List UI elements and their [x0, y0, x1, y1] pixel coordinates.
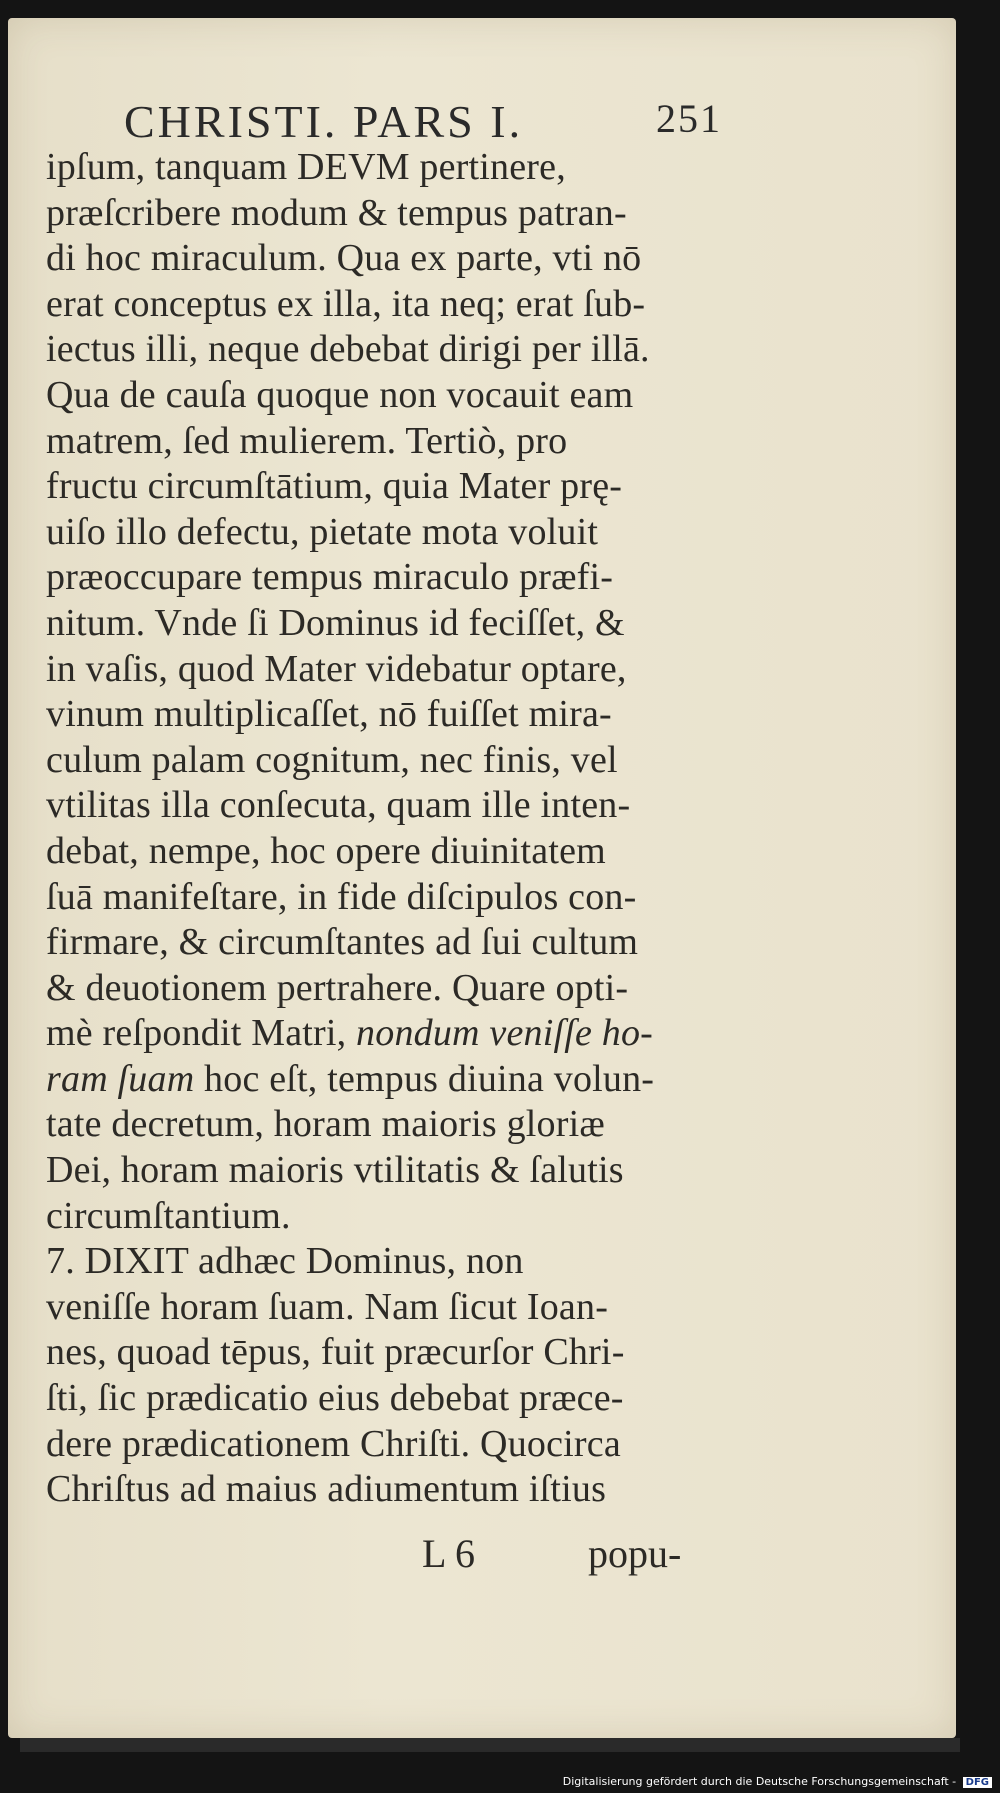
text-line-mixed	[46, 1057, 726, 1103]
credit-text: Digitalisierung gefördert durch die Deutsche Forschungsgemeinschaft -	[562, 1775, 957, 1788]
catchword: popu-	[588, 1531, 682, 1576]
text-line: Qua de cauſa quoque non vocauit eam	[46, 373, 634, 416]
text-line-mixed	[46, 1011, 726, 1057]
text-line: firmare, & circumſtantes ad ſui cultum	[46, 921, 639, 964]
page-edge	[20, 1738, 960, 1752]
running-header	[124, 95, 722, 148]
header-title: CHRISTI. PARS I.	[124, 96, 524, 147]
text-line: præoccupare tempus miraculo præfi-	[46, 556, 614, 599]
text-line: ſuā manifeſtare, in fide diſcipulos con-	[46, 875, 637, 918]
digitization-credit	[563, 1775, 992, 1788]
text-line: fructu circumſtātium, quia Mater prę-	[46, 465, 623, 508]
text-line: ſti, ſic prædicatio eius debebat præce-	[46, 1377, 624, 1420]
text-line: erat conceptus ex illa, ita neq; erat ſub-	[46, 282, 646, 325]
text-line: uiſo illo defectu, pietate mota voluit	[46, 510, 599, 553]
text-body	[46, 145, 726, 1513]
text-line: debat, nempe, hoc opere diuinitatem	[46, 829, 606, 872]
signature-mark: L 6	[422, 1531, 475, 1576]
text-line: iectus illi, neque debebat dirigi per illā.	[46, 328, 650, 371]
dfg-logo: DFG	[963, 1777, 992, 1788]
text-line: di hoc miraculum. Qua ex parte, vti nō	[46, 237, 642, 280]
text-italic: nondum veniſſe ho-	[356, 1012, 654, 1055]
text-line: vinum multiplicaſſet, nō fuiſſet mira-	[46, 693, 612, 736]
text-italic: ram ſuam	[46, 1057, 195, 1100]
text-roman: hoc eſt, tempus diuina volun-	[194, 1057, 655, 1100]
text-line: Chriſtus ad maius adiumentum iſtius	[46, 1468, 607, 1511]
text-line: matrem, ſed mulierem. Tertiò, pro	[46, 419, 568, 462]
text-line: nitum. Vnde ſi Dominus id feciſſet, &	[46, 601, 625, 644]
text-line: præſcribere modum & tempus patran-	[46, 191, 627, 234]
text-line: nes, quoad tēpus, fuit præcurſor Chri-	[46, 1331, 625, 1374]
text-line: dere prædicationem Chriſti. Quocirca	[46, 1422, 621, 1465]
text-line: & deuotionem pertrahere. Quare opti-	[46, 966, 629, 1009]
text-line: tate decretum, horam maioris gloriæ	[46, 1103, 605, 1146]
text-line: veniſſe horam ſuam. Nam ſicut Ioan-	[46, 1285, 609, 1328]
text-line: ipſum, tanquam DEVM pertinere,	[46, 146, 566, 188]
text-line: circumſtantium.	[46, 1194, 291, 1237]
text-roman: mè reſpondit Matri,	[46, 1012, 357, 1055]
page-number: 251	[656, 96, 722, 141]
text-line: 7. DIXIT adhæc Dominus, non	[46, 1240, 524, 1283]
text-line: in vaſis, quod Mater videbatur optare,	[46, 647, 627, 690]
text-line: vtilitas illa conſecuta, quam ille inten-	[46, 784, 631, 827]
text-line: Dei, horam maioris vtilitatis & ſalutis	[46, 1149, 624, 1192]
text-line: culum palam cognitum, nec finis, vel	[46, 738, 618, 781]
